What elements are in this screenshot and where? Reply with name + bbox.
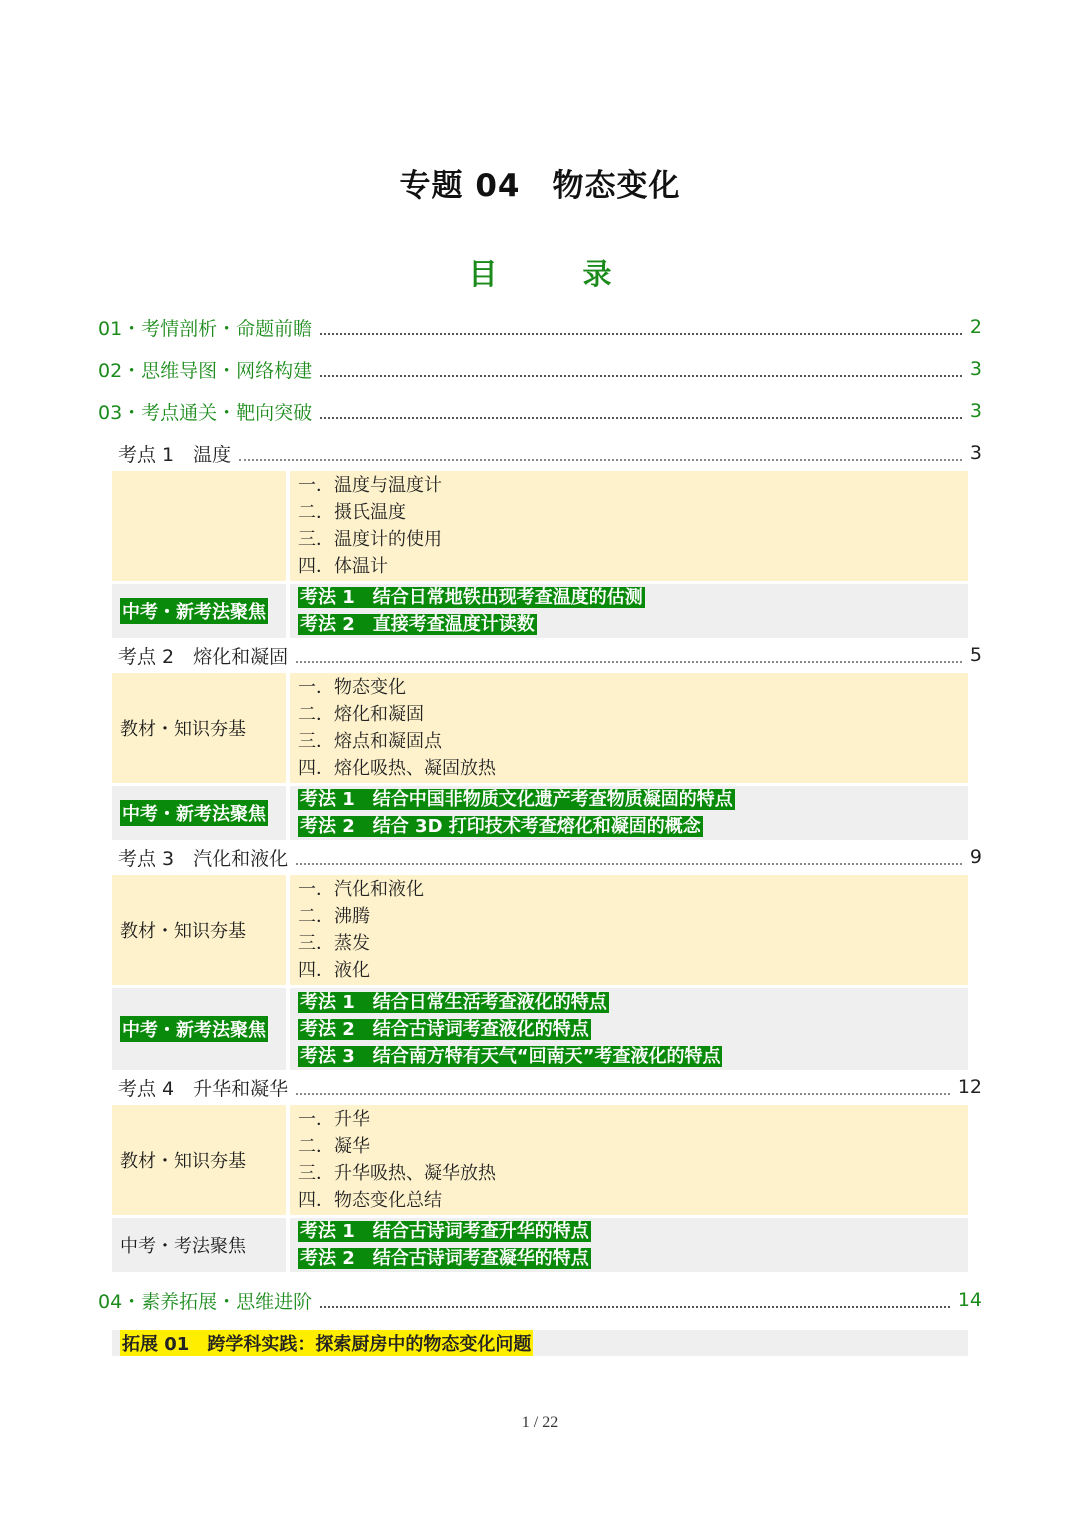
toc-page-number: 5: [969, 644, 982, 666]
toc-section-03[interactable]: [98, 396, 982, 426]
knowledge-item[interactable]: 一．汽化和液化: [298, 879, 424, 900]
toc-page-number: 3: [969, 400, 982, 422]
focus-block-1: [112, 584, 968, 638]
knowledge-block-4: [112, 1105, 968, 1215]
method-item[interactable]: 考法 3 结合南方特有天气“回南天”考查液化的特点: [300, 1045, 721, 1067]
toc-section-01[interactable]: [98, 312, 982, 342]
knowledge-block-3: [112, 875, 968, 985]
knowledge-label: 教材・知识夯基: [112, 875, 286, 985]
knowledge-label: 教材・知识夯基: [112, 673, 286, 783]
method-item[interactable]: 考法 1 结合古诗词考查升华的特点: [300, 1221, 589, 1242]
knowledge-item[interactable]: 四．液化: [298, 960, 370, 981]
dot-leader: [320, 1306, 950, 1308]
toc-topic-2[interactable]: [118, 640, 982, 670]
toc-section-label: 02・思维导图・网络构建: [98, 359, 313, 382]
knowledge-item[interactable]: 一．温度与温度计: [298, 475, 442, 496]
toc-page-number: 12: [957, 1076, 982, 1098]
document-title: 专题 04 物态变化: [399, 168, 681, 204]
toc-topic-4[interactable]: [118, 1072, 982, 1102]
toc-page-number: 3: [969, 358, 982, 380]
method-item[interactable]: 考法 1 结合日常地铁出现考查温度的估测: [300, 587, 643, 608]
toc-page-number: 3: [969, 442, 982, 464]
toc-topic-label: 考点 1 温度: [118, 443, 232, 466]
method-item[interactable]: 考法 1 结合中国非物质文化遗产考查物质凝固的特点: [300, 789, 733, 810]
knowledge-item[interactable]: 四．物态变化总结: [298, 1190, 442, 1211]
dot-leader: [320, 375, 962, 377]
page-footer: 1 / 22: [521, 1414, 559, 1431]
dot-leader: [296, 863, 962, 865]
dot-leader: [296, 661, 962, 663]
knowledge-item[interactable]: 一．升华: [298, 1109, 370, 1130]
knowledge-item[interactable]: 三．升华吸热、凝华放热: [298, 1163, 496, 1184]
toc-topic-1[interactable]: [118, 438, 982, 468]
focus-label: 中考・考法聚焦: [112, 1218, 286, 1272]
dot-leader: [320, 417, 962, 419]
knowledge-item[interactable]: 三．温度计的使用: [298, 529, 442, 550]
knowledge-label: [112, 471, 286, 581]
method-item[interactable]: 考法 2 直接考查温度计读数: [300, 614, 535, 635]
dot-leader: [320, 333, 962, 335]
toc-section-02[interactable]: [98, 354, 982, 384]
toc-section-label: 04・素养拓展・思维进阶: [98, 1290, 313, 1313]
knowledge-item[interactable]: 三．熔点和凝固点: [298, 731, 442, 752]
method-item[interactable]: 考法 2 结合 3D 打印技术考查熔化和凝固的概念: [300, 816, 701, 837]
knowledge-item[interactable]: 三．蒸发: [298, 933, 370, 954]
toc-page-number: 14: [957, 1289, 982, 1311]
focus-label: 中考・新考法聚焦: [120, 1016, 268, 1042]
knowledge-block-1: [112, 471, 968, 581]
method-item[interactable]: 考法 1 结合日常生活考查液化的特点: [300, 991, 607, 1013]
method-item[interactable]: 考法 2 结合古诗词考查液化的特点: [300, 1018, 589, 1040]
toc-section-04[interactable]: [98, 1285, 982, 1315]
dot-leader: [239, 459, 962, 461]
focus-block-4: [112, 1218, 968, 1272]
toc-heading: 目 录: [468, 257, 640, 291]
knowledge-label: 教材・知识夯基: [112, 1105, 286, 1215]
toc-page-number: 2: [969, 316, 982, 338]
focus-block-3: [112, 988, 968, 1070]
focus-block-2: [112, 786, 968, 840]
extension-block: [112, 1330, 968, 1356]
knowledge-item[interactable]: 四．体温计: [298, 556, 388, 577]
focus-label: 中考・新考法聚焦: [120, 800, 268, 826]
toc-section-label: 03・考点通关・靶向突破: [98, 401, 313, 424]
knowledge-item[interactable]: 二．摄氏温度: [298, 502, 406, 523]
knowledge-item[interactable]: 一．物态变化: [298, 677, 406, 698]
knowledge-item[interactable]: 二．凝华: [298, 1136, 370, 1157]
toc-topic-label: 考点 2 熔化和凝固: [118, 645, 289, 668]
knowledge-item[interactable]: 二．熔化和凝固: [298, 704, 424, 725]
knowledge-block-2: [112, 673, 968, 783]
dot-leader: [296, 1093, 950, 1095]
toc-topic-label: 考点 3 汽化和液化: [118, 847, 289, 870]
toc-page-number: 9: [969, 846, 982, 868]
extension-item[interactable]: 拓展 01 跨学科实践：探索厨房中的物态变化问题: [120, 1330, 533, 1356]
knowledge-item[interactable]: 四．熔化吸热、凝固放热: [298, 758, 496, 779]
toc-topic-label: 考点 4 升华和凝华: [118, 1077, 289, 1100]
toc-section-label: 01・考情剖析・命题前瞻: [98, 317, 313, 340]
knowledge-item[interactable]: 二．沸腾: [298, 906, 370, 927]
method-item[interactable]: 考法 2 结合古诗词考查凝华的特点: [300, 1248, 589, 1269]
focus-label: 中考・新考法聚焦: [120, 598, 268, 624]
toc-topic-3[interactable]: [118, 842, 982, 872]
